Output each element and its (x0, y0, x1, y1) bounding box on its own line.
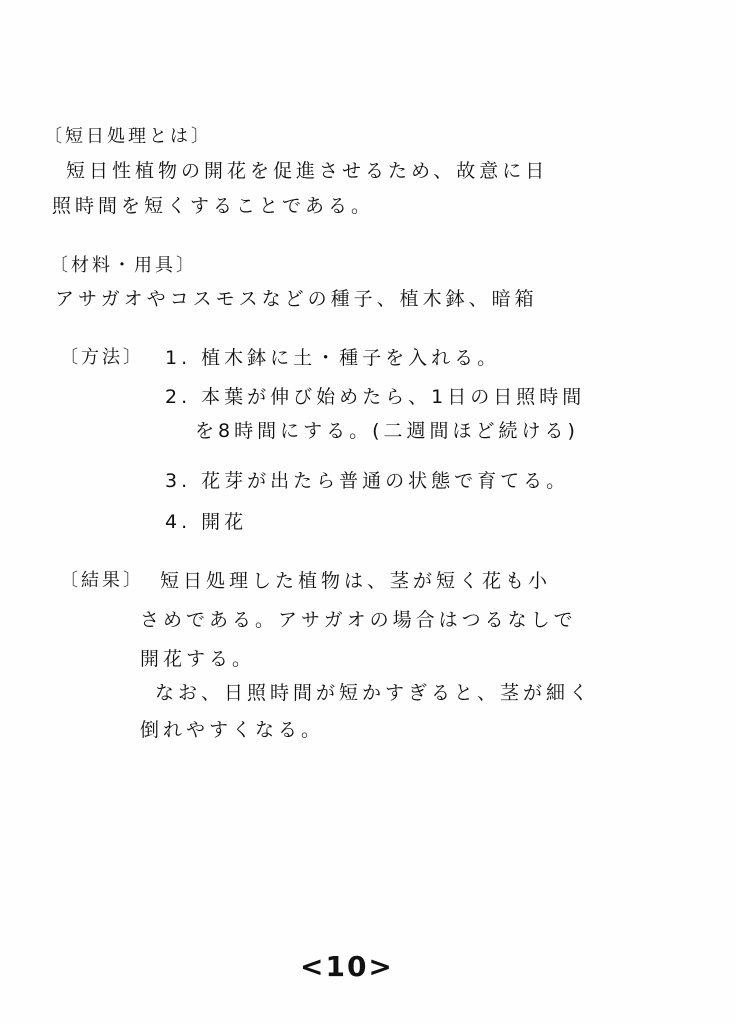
method-step-3: 3. 花芽が出たら普通の状態で育てる。 (165, 470, 570, 492)
method-step-2: 2. 本葉が伸び始めたら、1日の日照時間 (165, 386, 586, 408)
results-line-1: 短日処理した植物は、茎が短く花も小 (160, 570, 552, 592)
results-line-3: 開花する。 (140, 648, 256, 670)
results-line-5: 倒れやすくなる。 (140, 719, 325, 741)
method-step-2-continued: を8時間にする。(二週間ほど続ける) (195, 420, 579, 442)
results-line-4: なお、日照時間が短かすぎると、茎が細く (155, 682, 593, 704)
results-line-2: さめである。アサガオの場合はつるなしで (140, 609, 577, 631)
definition-line-1: 短日性植物の開花を促進させるため、故意に日 (66, 160, 549, 182)
page-number: <10> (300, 950, 394, 983)
materials-text: アサガオやコスモスなどの種子、植木鉢、暗箱 (55, 288, 538, 310)
method-step-4: 4. 開花 (165, 511, 248, 533)
method-step-1: 1. 植木鉢に土・種子を入れる。 (165, 347, 501, 369)
materials-heading: 〔材料・用具〕 (50, 255, 197, 276)
method-heading: 〔方法〕 (60, 347, 144, 368)
definition-heading: 〔短日処理とは〕 (44, 126, 212, 147)
results-heading: 〔結果〕 (60, 570, 144, 591)
definition-line-2: 照時間を短くすることである。 (52, 195, 375, 217)
